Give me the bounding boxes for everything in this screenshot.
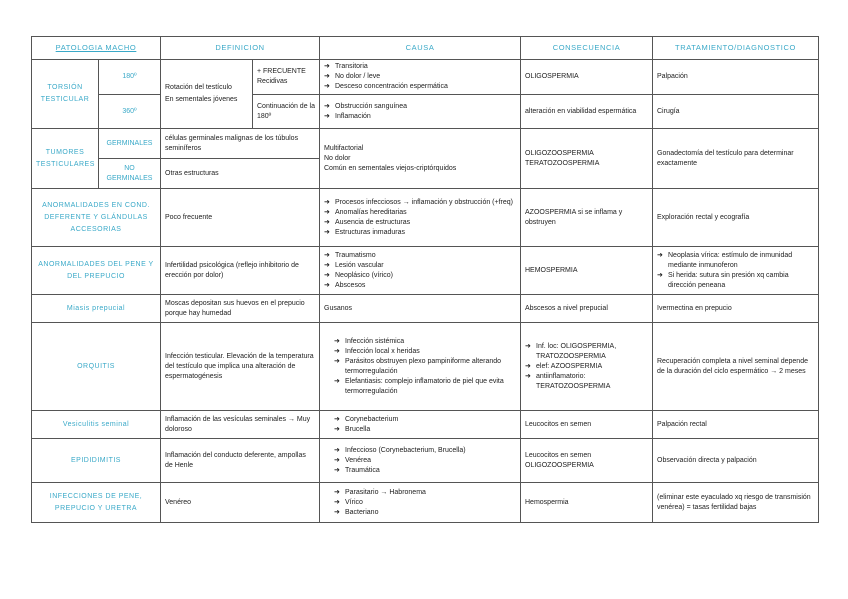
def-anomalias-conducto: Poco frecuente: [161, 189, 320, 247]
cons-anomalias-conducto: AZOOSPERMIA si se inflama y obstruyen: [521, 189, 653, 247]
col-causa: CAUSA: [320, 37, 521, 60]
cons-torsion-360: alteración en viabilidad espermática: [521, 95, 653, 129]
label-miasis: Miasis prepucial: [32, 295, 161, 323]
corner-title: PATOLOGIA MACHO: [32, 37, 161, 60]
header-row: [32, 37, 819, 60]
row-vesiculitis: [32, 411, 819, 439]
label-vesiculitis: Vesiculitis seminal: [32, 411, 161, 439]
sub-360: 360º: [99, 95, 161, 129]
sub-germinales: GERMINALES: [99, 129, 161, 159]
cons-orquitis: ➜ Inf. loc: OLIGOSPERMIA, TRATOZOOSPERMIA ➜ elef: AZOOSPERMIA ➜ antiinflamatorio: TERATOZOOSPERMIA: [521, 323, 653, 411]
label-epididimitis: EPIDIDIMITIS: [32, 439, 161, 483]
row-torsion-180: [32, 60, 819, 95]
trat-torsion-360: Cirugía: [653, 95, 819, 129]
causa-torsion-360: ➜ Obstrucción sanguínea ➜ Inflamación: [320, 95, 521, 129]
row-orquitis: [32, 323, 819, 411]
cons-tumores: OLIGOZOOSPERMIA TERATOZOOSPERMIA: [521, 129, 653, 189]
label-anomalias-conducto: ANORMALIDADES EN COND. DEFERENTE Y GLÁNDULAS ACCESORIAS: [32, 189, 161, 247]
col-definicion: DEFINICION: [161, 37, 320, 60]
causa-epididimitis: ➜ Infeccioso (Corynebacterium, Brucella) ➜ Venérea ➜ Traumática: [320, 439, 521, 483]
def-germinales: células germinales malignas de los túbulos seminíferos: [161, 129, 320, 159]
def-miasis: Moscas depositan sus huevos en el prepucio porque hay humedad: [161, 295, 320, 323]
row-tumores-germ: [32, 129, 819, 159]
col-tratamiento: TRATAMIENTO/DIAGNOSTICO: [653, 37, 819, 60]
label-infecciones: INFECCIONES DE PENE, PREPUCIO Y URETRA: [32, 483, 161, 523]
cons-vesiculitis: Leucocitos en semen: [521, 411, 653, 439]
trat-vesiculitis: Palpación rectal: [653, 411, 819, 439]
sub-180: 180º: [99, 60, 161, 95]
def-no-germinales: Otras estructuras: [161, 159, 320, 189]
trat-orquitis: Recuperación completa a nivel seminal depende de la duración del ciclo espermático → 2 meses: [653, 323, 819, 411]
label-tumores: TUMORES TESTICULARES: [32, 129, 99, 189]
cons-epididimitis: Leucocitos en semen OLIGOZOOSPERMIA: [521, 439, 653, 483]
def-epididimitis: Inflamación del conducto deferente, ampollas de Henle: [161, 439, 320, 483]
causa-orquitis: ➜ Infección sistémica ➜ Infección local x heridas ➜ Parásitos obstruyen plexo pampiniforme alterando termorregulación ➜ Elefantiasis: complejo inflamatorio de piel que evita termorregulación: [320, 323, 521, 411]
row-miasis: [32, 295, 819, 323]
col-consecuencia: CONSECUENCIA: [521, 37, 653, 60]
cons-anomalias-pene: HEMOSPERMIA: [521, 247, 653, 295]
label-anomalias-pene: ANORMALIDADES DEL PENE Y DEL PREPUCIO: [32, 247, 161, 295]
causa-anomalias-conducto: ➜ Procesos infecciosos → inflamación y obstrucción (+freq) ➜ Anomalías hereditarias ➜ Ausencia de estructuras ➜ Estructuras inmaduras: [320, 189, 521, 247]
causa-tumores: Multifactorial No dolor Común en sementales viejos-criptórquidos: [320, 129, 521, 189]
trat-torsion-180: Palpación: [653, 60, 819, 95]
row-epididimitis: [32, 439, 819, 483]
causa-anomalias-pene: ➜ Traumatismo ➜ Lesión vascular ➜ Neoplásico (vírico) ➜ Abscesos: [320, 247, 521, 295]
def-vesiculitis: Inflamación de las vesículas seminales → Muy doloroso: [161, 411, 320, 439]
trat-tumores: Gonadectomía del testículo para determinar exactamente: [653, 129, 819, 189]
causa-torsion-180: ➜ Transitoria ➜ No dolor / leve ➜ Desceso concentración espermática: [320, 60, 521, 95]
cons-torsion-180: OLIGOSPERMIA: [521, 60, 653, 95]
trat-epididimitis: Observación directa y palpación: [653, 439, 819, 483]
label-torsion: TORSIÓN TESTICULAR: [32, 60, 99, 129]
row-anomalias-conducto: [32, 189, 819, 247]
cons-miasis: Abscesos a nivel prepucial: [521, 295, 653, 323]
row-torsion-360: [32, 95, 819, 129]
sub-no-germinales: NO GERMINALES: [99, 159, 161, 189]
causa-vesiculitis: ➜ Corynebacterium ➜ Brucella: [320, 411, 521, 439]
trat-anomalias-conducto: Exploración rectal y ecografía: [653, 189, 819, 247]
label-orquitis: ORQUITIS: [32, 323, 161, 411]
def-infecciones: Venéreo: [161, 483, 320, 523]
def-anomalias-pene: Infertilidad psicológica (reflejo inhibitorio de erección por dolor): [161, 247, 320, 295]
pathology-table: [31, 36, 819, 523]
extra-360: Continuación de la 180º: [253, 95, 320, 129]
trat-infecciones: (eliminar este eyaculado xq riesgo de transmisión venérea) = tasas fertilidad bajas: [653, 483, 819, 523]
extra-180: + FRECUENTE Recidivas: [253, 60, 320, 95]
row-infecciones: [32, 483, 819, 523]
causa-infecciones: ➜ Parasitario → Habronema ➜ Vírico ➜ Bacteriano: [320, 483, 521, 523]
causa-miasis: Gusanos: [320, 295, 521, 323]
trat-miasis: Ivermectina en prepucio: [653, 295, 819, 323]
trat-anomalias-pene: ➜ Neoplasia vírica: estímulo de inmunidad mediante inmunoferon ➜ Si herida: sutura sin presión xq cambia dirección peneana: [653, 247, 819, 295]
def-orquitis: Infección testicular. Elevación de la temperatura del testículo que implica una alteración de espermatogénesis: [161, 323, 320, 411]
row-anomalias-pene: [32, 247, 819, 295]
cons-infecciones: Hemospermia: [521, 483, 653, 523]
def-torsion: Rotación del testículo En sementales jóvenes: [161, 60, 253, 129]
